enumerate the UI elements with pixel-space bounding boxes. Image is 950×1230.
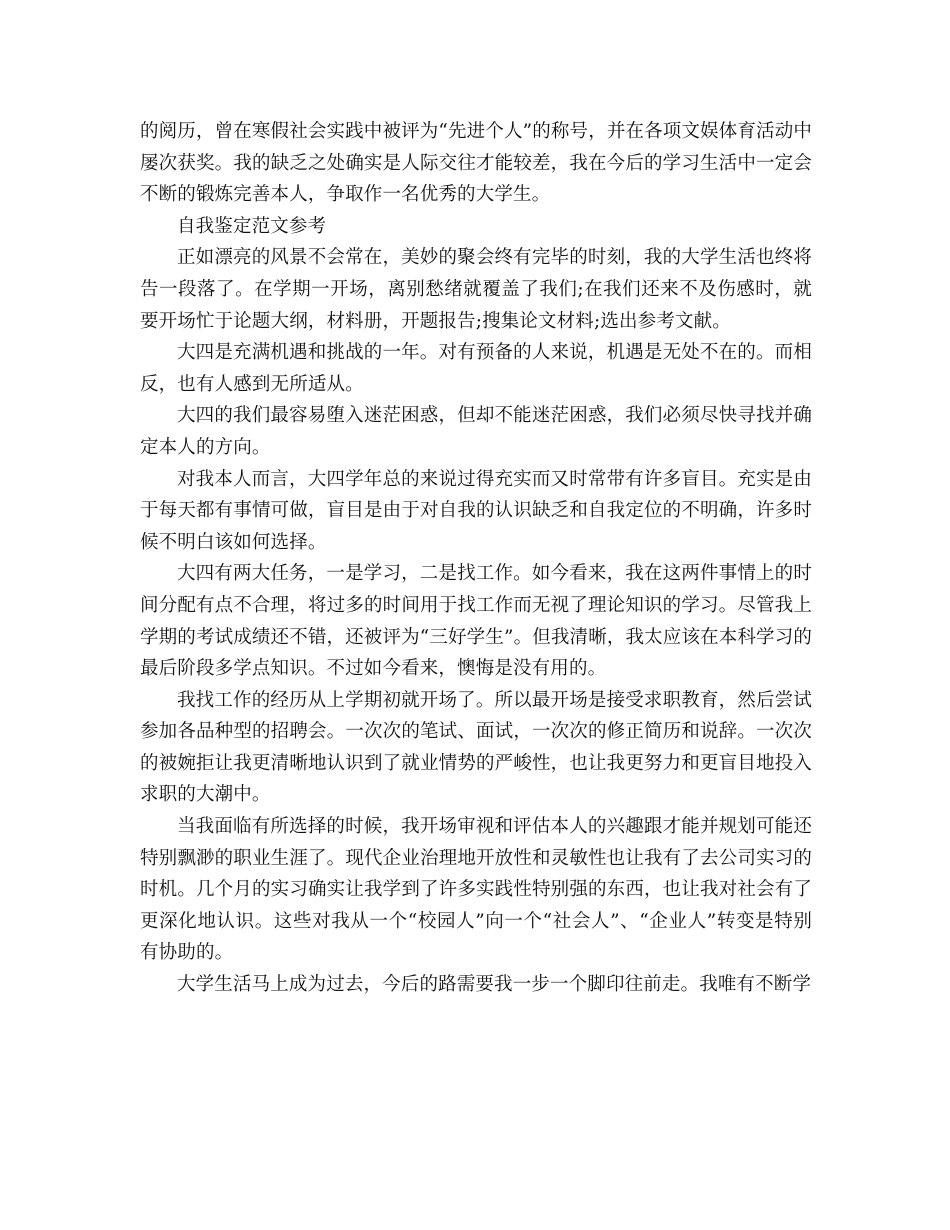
paragraph-5: 大四的我们最容易堕入迷茫困惑，但却不能迷茫困惑，我们必须尽快寻找并确定本人的方向。 [140,405,812,458]
paragraph-10: 大学生活马上成为过去，今后的路需要我一步一个脚印往前走。我唯有不断学 [177,974,812,996]
paragraph-4: 大四是充满机遇和挑战的一年。对有预备的人来说，机遇是无处不在的。而相反，也有人感到无所适从。 [140,342,812,395]
paragraph-3: 正如漂亮的风景不会常在，美妙的聚会终有完毕的时刻，我的大学生活也终将告一段落了。在学期一开场，离别愁绪就覆盖了我们;在我们还来不及伤感时，就要开场忙于论题大纲，材料册，开题报告;搜集论文材料;选出参考文献。 [140,247,812,332]
paragraph-7: 大四有两大任务，一是学习，二是找工作。如今看来，我在这两件事情上的时间分配有点不合理，将过多的时间用于找工作而无视了理论知识的学习。尽管我上学期的考试成绩还不错，还被评为“三好学生”。但我清晰，我太应该在本科学习的最后阶段多学点知识。不过如今看来，懊悔是没有用的。 [140,563,812,680]
paragraph-1: 的阅历，曾在寒假社会实践中被评为“先进个人”的称号，并在各项文娱体育活动中屡次获奖。我的缺乏之处确实是人际交往才能较差，我在今后的学习生活中一定会不断的锻炼完善本人，争取作一名优秀的大学生。 [140,121,812,206]
paragraph-8: 我找工作的经历从上学期初就开场了。所以最开场是接受求职教育，然后尝试参加各品种型的招聘会。一次次的笔试、面试，一次次的修正简历和说辞。一次次的被婉拒让我更清晰地认识到了就业情势的严峻性，也让我更努力和更盲目地投入求职的大潮中。 [140,689,812,806]
document-body [140,116,812,1001]
paragraph-9: 当我面临有所选择的时候，我开场审视和评估本人的兴趣跟才能并规划可能还特别飘渺的职业生涯了。现代企业治理地开放性和灵敏性也让我有了去公司实习的时机。几个月的实习确实让我学到了许多实践性特别强的东西，也让我对社会有了更深化地认识。这些对我从一个“校园人”向一个“社会人”、“企业人”转变是特别有协助的。 [140,816,812,964]
section-heading: 自我鉴定范文参考 [177,215,327,237]
paragraph-6: 对我本人而言，大四学年总的来说过得充实而又时常带有许多盲目。充实是由于每天都有事情可做，盲目是由于对自我的认识缺乏和自我定位的不明确，许多时候不明白该如何选择。 [140,468,812,553]
